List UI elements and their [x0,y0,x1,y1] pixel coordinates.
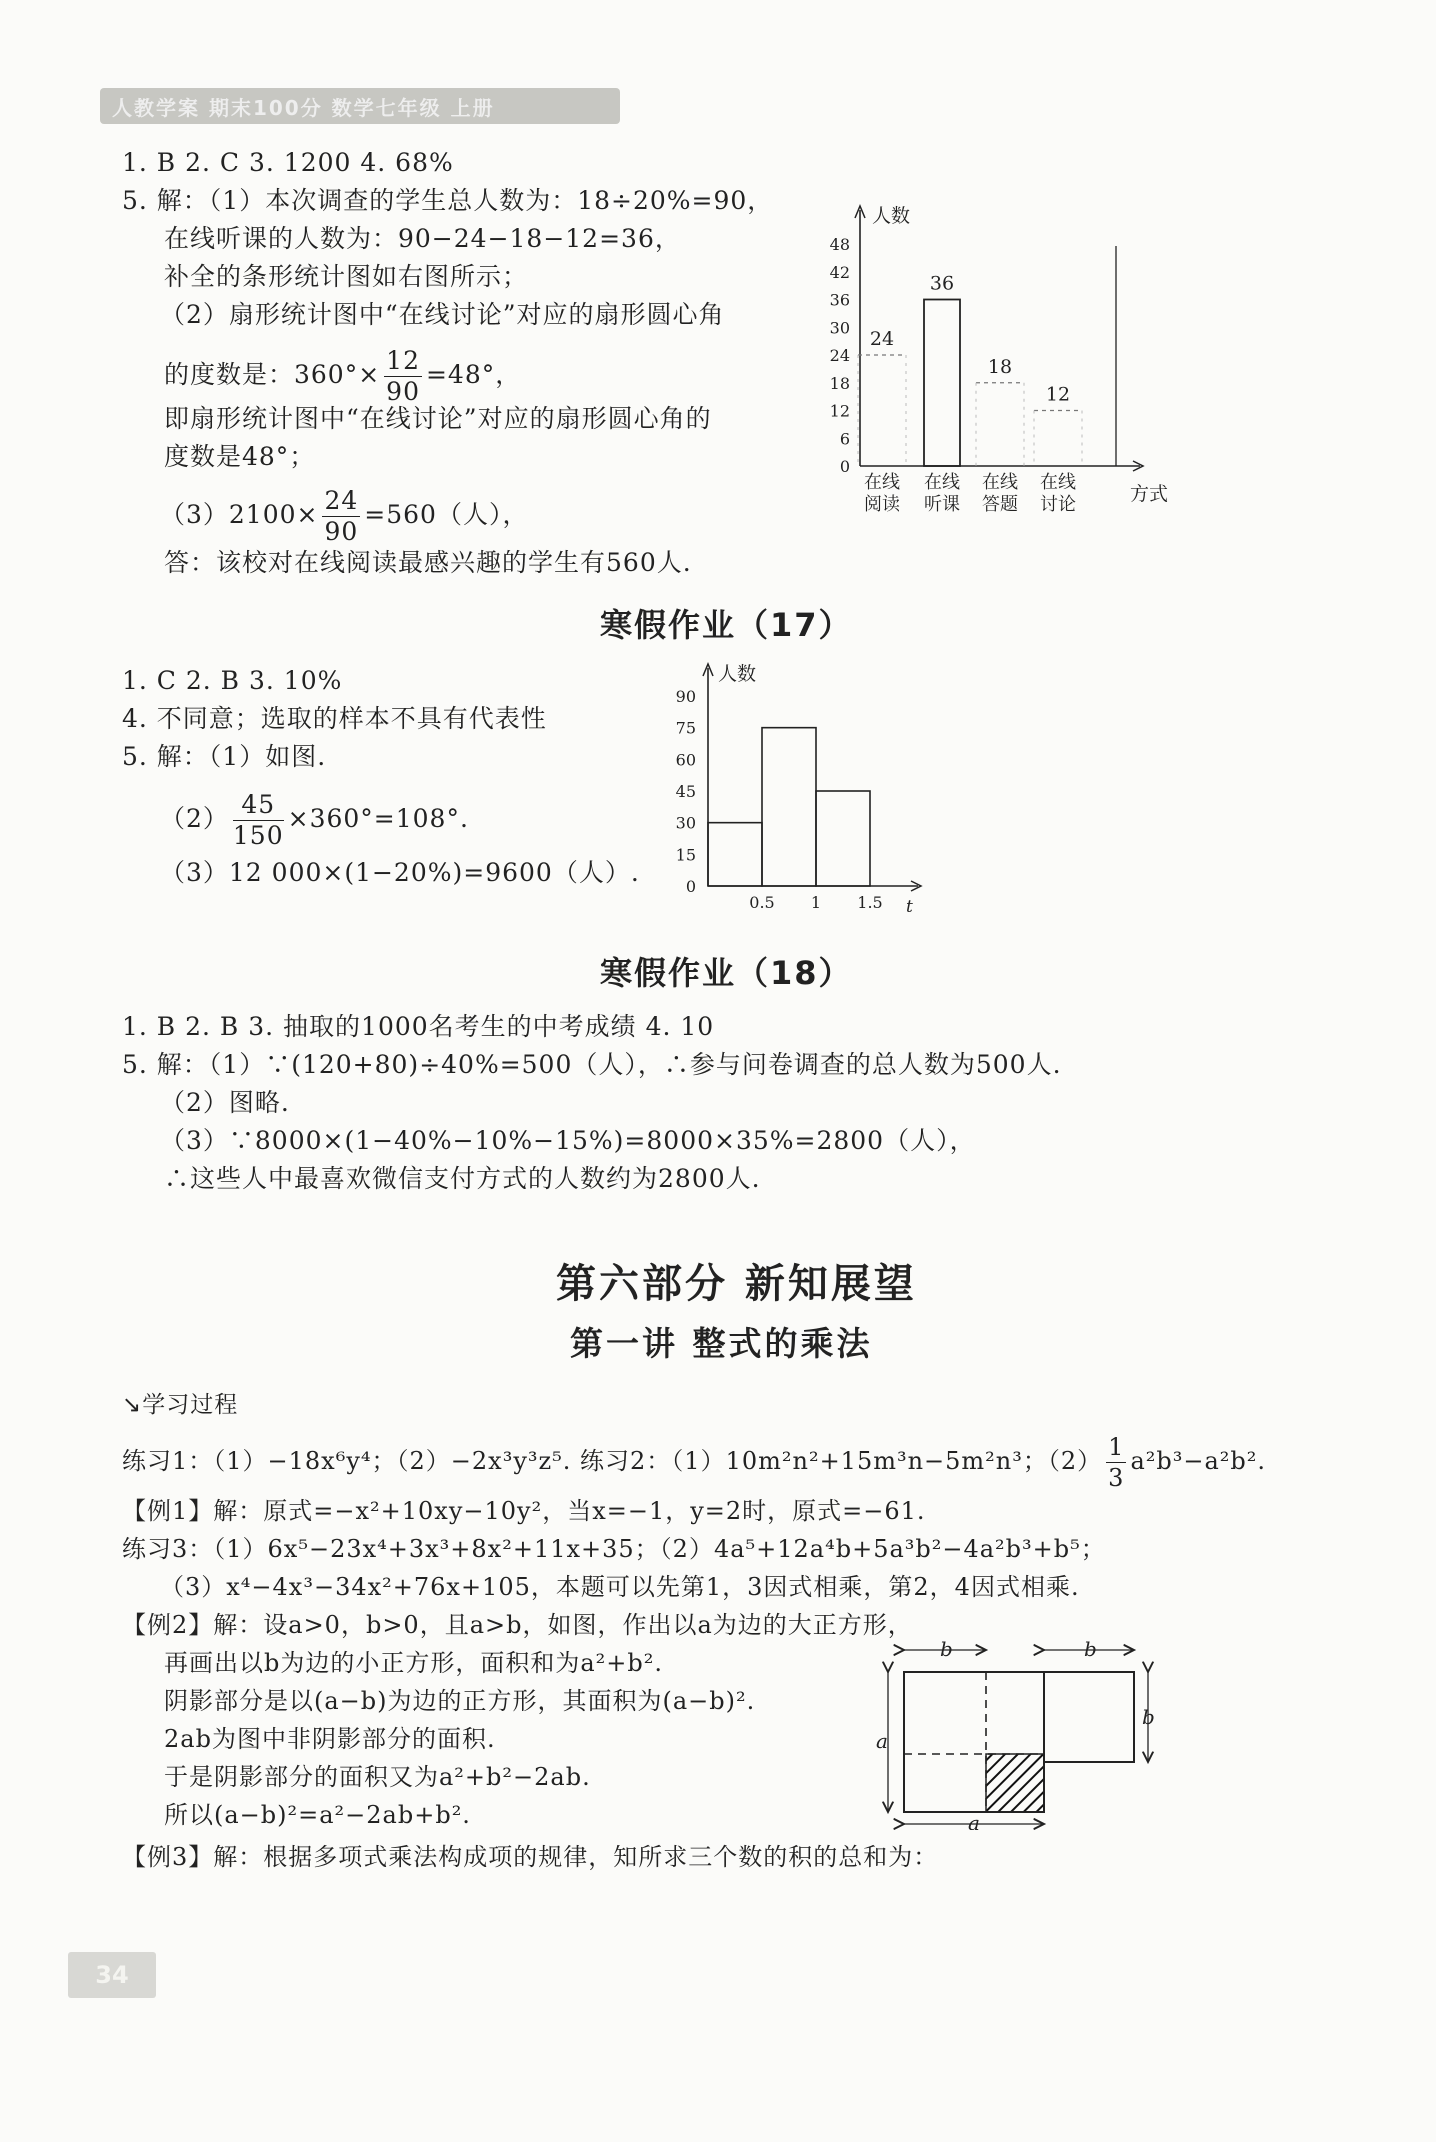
data-label: 12 [1045,383,1071,406]
answer-line: 即扇形统计图中“在线讨论”对应的扇形圆心角的 [164,404,712,433]
y-axis-label: 人数 [872,205,911,227]
x-tick-label: 阅读 [864,494,900,515]
answer-line: （3）12 000×(1−20%)=9600（人）. [160,858,640,887]
answer-line: 在线听课的人数为：90−24−18−12=36， [164,224,681,253]
histogram-bar [708,823,762,886]
example-line: 再画出以b为边的小正方形，面积和为a²+b². [164,1649,664,1677]
answer-line: 5. 解：（1）本次调查的学生总人数为：18÷20%=90， [122,186,774,215]
x-tick-label: 在线 [864,472,900,493]
header-banner-text: 人教学案 期末100分 数学七年级 上册 [112,96,495,120]
example-line: 于是阴影部分的面积又为a²+b²−2ab. [164,1763,591,1791]
answer-line: 1. C 2. B 3. 10% [122,666,343,695]
bar [924,300,960,467]
answer-line: 1. B 2. B 3. 抽取的1000名考生的中考成绩 4. 10 [122,1012,715,1041]
example-line: 阴影部分是以(a−b)为边的正方形，其面积为(a−b)². [164,1687,756,1715]
y-tick-label: 36 [829,290,850,310]
square-diagram [876,1640,1156,1830]
answer-line: （2）图略. [160,1088,290,1117]
small-square [1044,1672,1134,1762]
fraction: $\frac{12}{90}$ [386,346,420,406]
x-tick-label: 答题 [982,494,1018,515]
y-tick-label: 45 [675,782,696,801]
y-tick-label: 12 [829,401,850,421]
label-b: b [940,1640,953,1661]
data-label: 36 [929,272,955,295]
y-tick-label: 18 [829,373,850,393]
y-tick-label: 30 [829,318,850,338]
answer-line: （2）扇形统计图中“在线讨论”对应的扇形圆心角 [160,300,725,329]
part-title: 第六部分 新知展望 [556,1261,917,1307]
fraction: $\frac{1}{3}$ [1108,1433,1125,1492]
answer-line: 答：该校对在线阅读最感兴趣的学生有560人. [164,548,692,577]
study-process-label: ↘学习过程 [122,1392,239,1418]
section-title-17: 寒假作业（17） [600,606,853,644]
exercise-line: 练习1：（1）−18x⁶y⁴；（2）−2x³y³z⁵. 练习2：（1）10m²n²+15m³n−5m²n³；（2） $\frac{1}{3}$ a²b³−a²b². [122,1433,1267,1492]
answer-line: 4. 不同意；选取的样本不具有代表性 [122,704,547,733]
data-label: 18 [987,355,1013,378]
lecture-title: 第一讲 整式的乘法 [570,1324,873,1363]
x-tick-label: 1 [810,893,822,912]
y-tick-label: 6 [839,429,850,449]
data-label: 24 [869,328,895,350]
answer-line-fraction: 的度数是：360°× $\frac{12}{90}$ =48°， [164,346,522,406]
bar-chart-study-methods [800,196,1200,546]
y-tick-label: 75 [675,718,696,738]
example-line: 2ab为图中非阴影部分的面积. [164,1725,496,1753]
label-a: a [968,1811,980,1830]
y-tick-label: 60 [675,750,696,770]
exercise-line: 练习3：（1）6x⁵−23x⁴+3x³+8x²+11x+35；（2）4a⁵+12a⁴b+5a³b²−4a²b³+b⁵； [122,1535,1106,1563]
answer-line: ∴这些人中最喜欢微信支付方式的人数约为2800人. [164,1164,761,1193]
x-tick-label: 在线 [924,472,960,493]
x-tick-label: 0.5 [749,893,775,912]
exercise-line: （3）x⁴−4x³−34x²+76x+105，本题可以先第1，3因式相乘，第2，4因式相乘. [160,1573,1080,1601]
answer-line: 5. 解：（1）∵(120+80)÷40%=500（人），∴参与问卷调查的总人数为500人. [122,1050,1062,1079]
x-axis-label: 方式 [1130,483,1169,505]
answer-line: 5. 解：（1）如图. [122,742,327,771]
answer-line: 度数是48°； [164,442,316,471]
y-tick-label: 42 [829,262,850,282]
y-tick-label: 30 [675,813,696,833]
fraction: $\frac{45}{150}$ [232,790,284,850]
y-tick-label: 0 [839,457,850,476]
header-banner [100,88,620,124]
x-tick-label: 1.5 [857,893,883,912]
shaded-square [986,1754,1044,1812]
y-tick-label: 48 [829,235,850,254]
y-tick-label: 15 [675,845,696,865]
section-title-18: 寒假作业（18） [600,954,853,992]
histogram-bar [762,728,816,886]
y-tick-label: 0 [685,877,696,896]
example-line: 【例1】解：原式=−x²+10xy−10y²，当x=−1，y=2时，原式=−61. [122,1497,926,1525]
page-number: 34 [68,1952,156,1998]
x-tick-label: 在线 [982,472,1018,493]
label-b: b [1084,1640,1097,1661]
fraction: $\frac{24}{90}$ [324,486,359,546]
x-tick-label: 在线 [1040,472,1076,493]
example-line: 【例2】解：设a>0，b>0，且a>b，如图，作出以a为边的大正方形， [122,1611,913,1639]
x-tick-label: 讨论 [1040,494,1076,515]
histogram-time [660,658,930,916]
y-tick-label: 90 [675,687,696,706]
answer-line: （3）∵8000×(1−40%−10%−15%)=8000×35%=2800（人）， [160,1126,976,1155]
answer-line-fraction: （3）2100× $\frac{24}{90}$ =560（人）， [160,486,529,546]
x-tick-label: 听课 [924,494,960,515]
example-line: 【例3】解：根据多项式乘法构成项的规律，知所求三个数的积的总和为： [122,1843,939,1871]
label-b: b [1142,1705,1155,1729]
histogram-bar [816,791,870,886]
y-tick-label: 24 [829,346,850,365]
answer-line: 1. B 2. C 3. 1200 4. 68% [122,148,454,177]
answer-line-fraction: （2） $\frac{45}{150}$ ×360°=108°. [160,790,469,850]
example-line: 所以(a−b)²=a²−2ab+b². [164,1801,471,1829]
answer-line: 补全的条形统计图如右图所示； [164,262,529,291]
label-a: a [876,1729,888,1753]
x-axis-label: t [906,897,913,916]
y-axis-label: 人数 [718,663,757,685]
